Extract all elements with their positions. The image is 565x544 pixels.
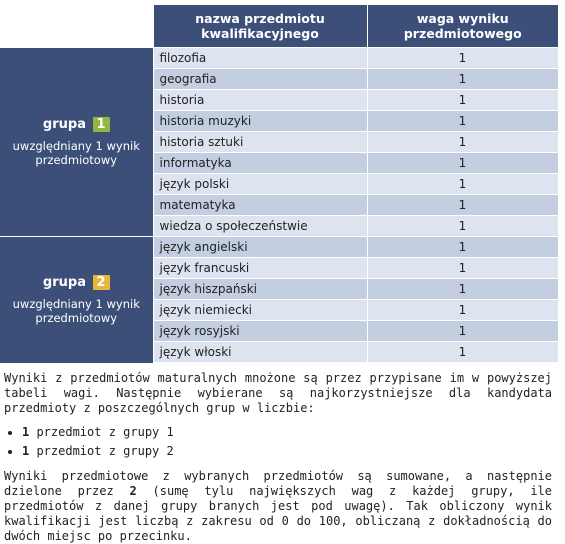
- list-item: [22, 444, 552, 459]
- subject-cell: język francuski: [153, 258, 367, 279]
- weight-cell: 1: [367, 195, 558, 216]
- paragraph-intro: Wyniki z przedmiotów maturalnych mnożone są przez przypisane im w powyższej tabeli wagi. Następnie wybierane są najkorzystniejsze dla kandydata przedmioty z poszczególnych grup w liczbie:: [4, 371, 552, 415]
- subject-cell: matematyka: [153, 195, 367, 216]
- weight-cell: 1: [367, 48, 558, 69]
- group-cell-1: [0, 48, 153, 237]
- subject-cell: wiedza o społeczeństwie: [153, 216, 367, 237]
- header-empty-cell: [0, 5, 153, 48]
- summary-text-a: Wyniki przedmiotowe z wybranych przedmiotów są sumowane, a następnie dzielone przez: [4, 469, 552, 498]
- group-count-list: [4, 425, 552, 459]
- weight-cell: 1: [367, 216, 558, 237]
- subject-cell: język polski: [153, 174, 367, 195]
- table-row: [0, 237, 558, 258]
- table-header-row: [0, 5, 558, 48]
- list-item-count: 1: [22, 425, 30, 439]
- group-title: [0, 275, 153, 290]
- paragraph-summary: [4, 469, 552, 544]
- group-number-badge: 2: [93, 275, 110, 290]
- weight-cell: 1: [367, 342, 558, 363]
- group-number-badge: 1: [93, 117, 110, 132]
- header-weight: waga wyniku przedmiotowego: [367, 5, 558, 48]
- weight-cell: 1: [367, 153, 558, 174]
- qualification-table: [0, 5, 559, 363]
- subject-cell: język angielski: [153, 237, 367, 258]
- table-row: [0, 48, 558, 69]
- weight-cell: 1: [367, 111, 558, 132]
- list-item: [22, 425, 552, 440]
- subject-cell: informatyka: [153, 153, 367, 174]
- subject-cell: język niemiecki: [153, 300, 367, 321]
- subject-cell: filozofia: [153, 48, 367, 69]
- weight-cell: 1: [367, 132, 558, 153]
- summary-text-b: (sumę tylu największych wag z każdej grupy, ile przedmiotów z danej grupy branych jest pod uwagę). Tak obliczony wynik kwalifikacji jest liczbą z zakresu od 0 do 100, obliczaną z dokładnością do dwóch miejsc po przecinku.: [4, 484, 553, 543]
- list-item-label: przedmiot z grupy 1: [29, 425, 174, 439]
- weight-cell: 1: [367, 90, 558, 111]
- summary-divisor: 2: [129, 484, 137, 498]
- table-body: [0, 48, 558, 363]
- list-item-label: przedmiot z grupy 2: [29, 444, 174, 458]
- header-subject: nazwa przedmiotu kwalifikacyjnego: [153, 5, 367, 48]
- subject-cell: język hiszpański: [153, 279, 367, 300]
- description-text: [4, 371, 552, 544]
- subject-cell: historia muzyki: [153, 111, 367, 132]
- weight-cell: 1: [367, 321, 558, 342]
- group-description: uwzględniany 1 wynik przedmiotowy: [12, 296, 140, 325]
- weight-cell: 1: [367, 237, 558, 258]
- group-title-label: grupa: [42, 117, 86, 132]
- subject-cell: język włoski: [153, 342, 367, 363]
- weight-cell: 1: [367, 300, 558, 321]
- weight-cell: 1: [367, 69, 558, 90]
- group-title: [0, 117, 153, 132]
- weight-cell: 1: [367, 279, 558, 300]
- group-description: uwzględniany 1 wynik przedmiotowy: [12, 139, 140, 167]
- subject-cell: historia: [153, 90, 367, 111]
- group-title-label: grupa: [42, 274, 86, 290]
- weight-cell: 1: [367, 174, 558, 195]
- subject-cell: język rosyjski: [153, 321, 367, 342]
- list-item-count: 1: [22, 444, 30, 458]
- weight-cell: 1: [367, 258, 558, 279]
- subject-cell: historia sztuki: [153, 132, 367, 153]
- subject-cell: geografia: [153, 69, 367, 90]
- group-cell-2: [0, 237, 153, 363]
